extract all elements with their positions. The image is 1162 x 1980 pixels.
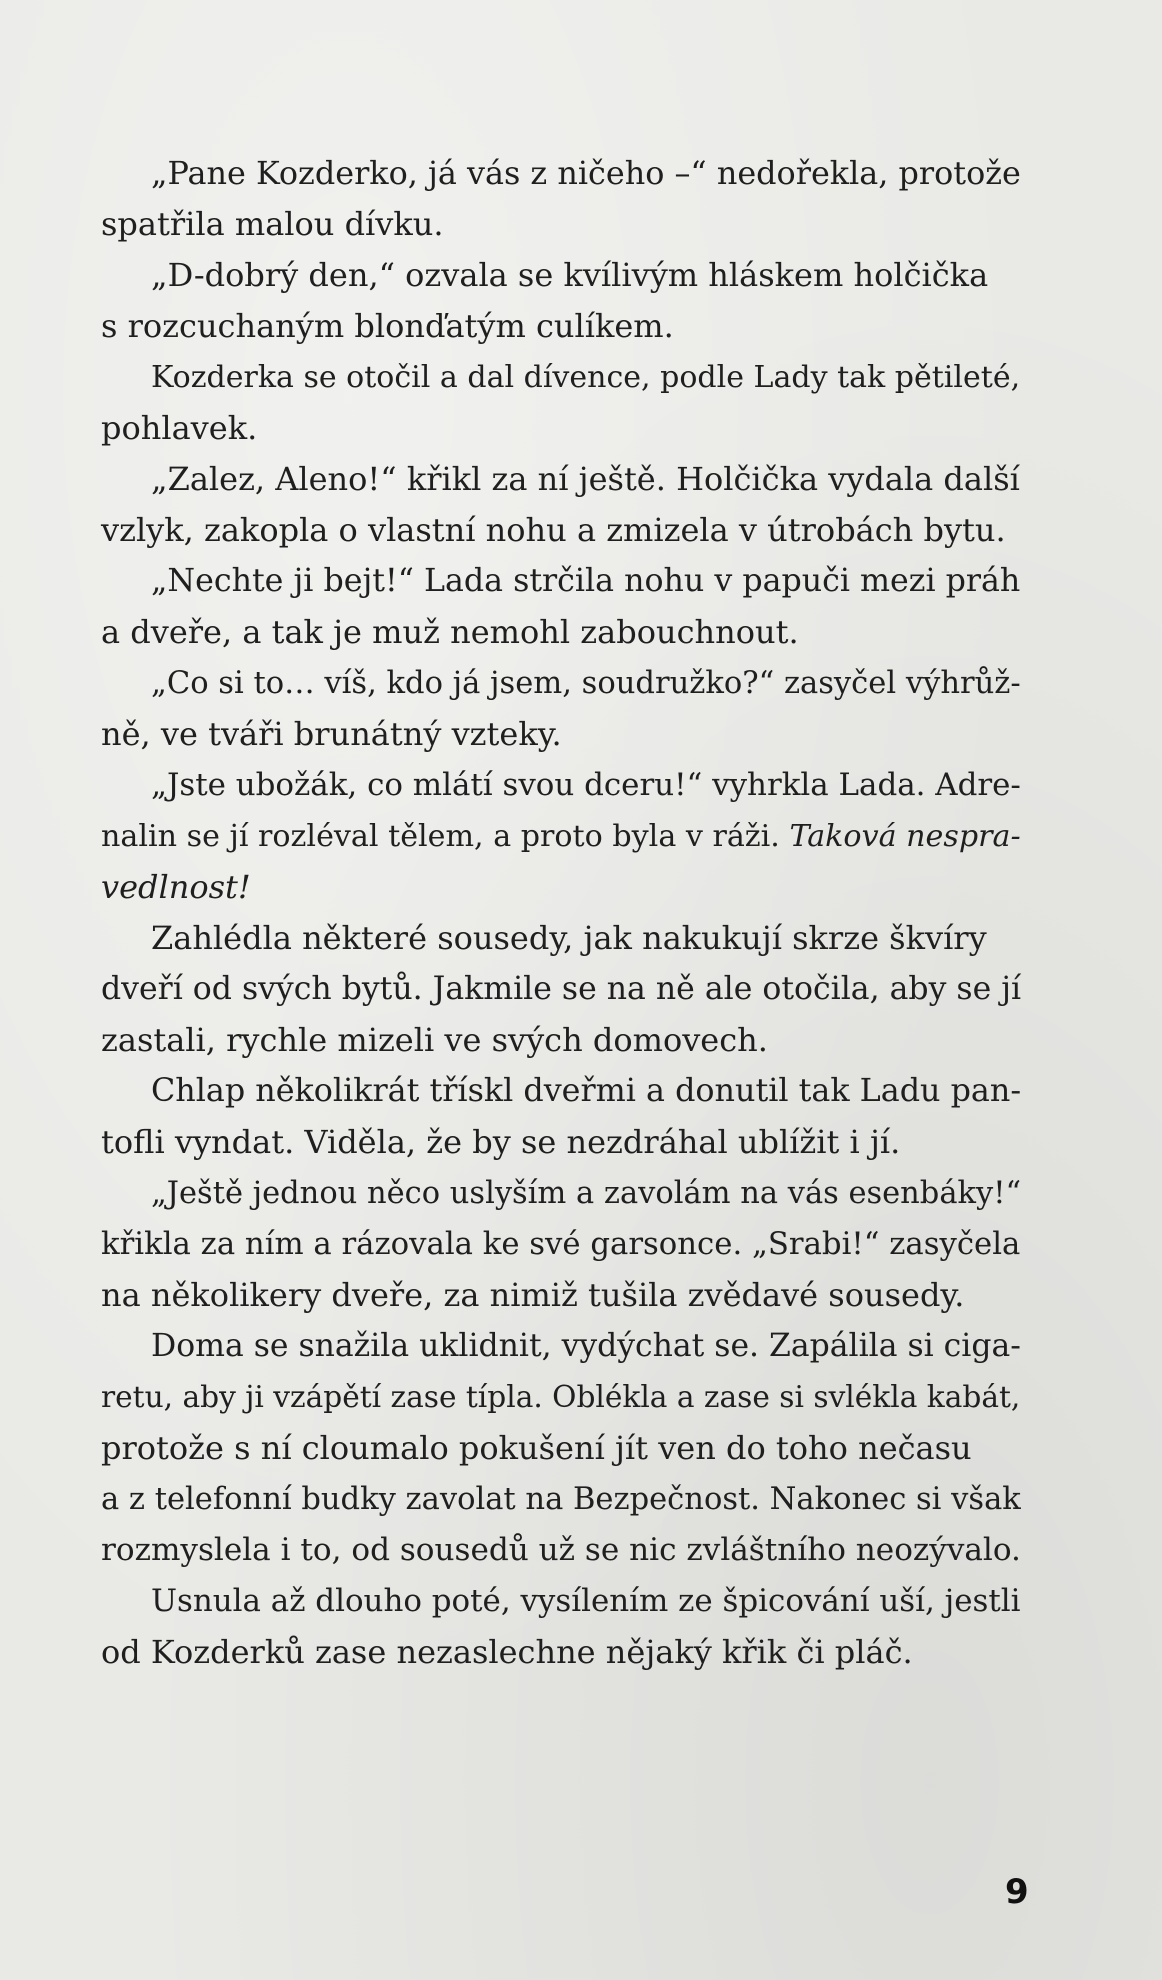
text-segment: „Nechte ji bejt!“ Lada strčila nohu v papuči mezi práh — [151, 563, 1021, 599]
text-segment: rozmyslela i to, od sousedů už se nic zvláštního neozývalo. — [101, 1532, 1021, 1568]
text-segment: protože s ní cloumalo pokušení jít ven do toho nečasu — [101, 1429, 972, 1467]
text-segment: nalin se jí rozléval tělem, a proto byla v ráži. — [101, 819, 790, 854]
text-line — [101, 1270, 1021, 1321]
text-line — [101, 199, 1021, 250]
text-line — [101, 454, 1021, 505]
text-line — [101, 1117, 1021, 1168]
text-segment: retu, aby ji vzápětí zase típla. Oblékla a zase si svlékla kabát, — [101, 1380, 1021, 1414]
text-segment: Chlap několikrát třískl dveřmi a donutil tak Ladu pan- — [151, 1073, 1022, 1109]
text-segment: „Jste ubožák, co mlátí svou dceru!“ vyhrkla Lada. Adre- — [151, 767, 1021, 803]
text-line — [101, 352, 1021, 403]
text-segment: s rozcuchaným blonďatým culíkem. — [101, 307, 674, 345]
text-line — [101, 1627, 1021, 1678]
text-line — [101, 658, 1021, 709]
text-segment: Zahlédla některé sousedy, jak nakukují skrze škvíry — [151, 919, 987, 957]
text-segment: na několikery dveře, za nimiž tušila zvědavé sousedy. — [101, 1276, 965, 1314]
text-line — [101, 709, 1021, 760]
text-line — [101, 1474, 1021, 1525]
text-line — [101, 607, 1021, 658]
text-segment: zastali, rychle mizeli ve svých domovech. — [101, 1021, 768, 1059]
text-line — [101, 1321, 1021, 1372]
text-line — [101, 301, 1021, 352]
text-line — [101, 1015, 1021, 1066]
text-segment: křikla za ním a rázovala ke své garsonce. „Srabi!“ zasyčela — [101, 1226, 1021, 1262]
text-line — [101, 1219, 1021, 1270]
text-segment: „Pane Kozderko, já vás z ničeho –“ nedořekla, protože — [151, 154, 1021, 192]
text-segment: od Kozderků zase nezaslechne nějaký křik či pláč. — [101, 1633, 913, 1671]
text-line — [101, 1576, 1021, 1627]
text-line — [101, 964, 1021, 1015]
text-segment: tofli vyndat. Viděla, že by se nezdráhal ublížit i jí. — [101, 1123, 901, 1161]
text-line — [101, 1525, 1021, 1576]
text-segment: „Co si to… víš, kdo já jsem, soudružko?“ zasyčel výhrůž- — [151, 666, 1021, 701]
text-line — [101, 1168, 1021, 1219]
text-line — [101, 862, 1021, 913]
italic-text-segment: vedlnost! — [101, 868, 251, 906]
text-line — [101, 1423, 1021, 1474]
text-segment: pohlavek. — [101, 409, 258, 447]
text-segment: a dveře, a tak je muž nemohl zabouchnout. — [101, 613, 799, 651]
text-segment: spatřila malou dívku. — [101, 205, 444, 243]
text-line — [101, 148, 1021, 199]
text-segment: Usnula až dlouho poté, vysílením ze špicování uší, jestli — [151, 1583, 1021, 1619]
text-segment: vzlyk, zakopla o vlastní nohu a zmizela v útrobách bytu. — [101, 511, 1006, 549]
text-line — [101, 403, 1021, 454]
text-line — [101, 811, 1021, 862]
text-line — [101, 760, 1021, 811]
text-segment: ně, ve tváři brunátný vzteky. — [101, 715, 562, 753]
text-segment: a z telefonní budky zavolat na Bezpečnost. Nakonec si však — [101, 1482, 1021, 1517]
text-line — [101, 250, 1021, 301]
text-line — [101, 1372, 1021, 1423]
text-segment: „Zalez, Aleno!“ křikl za ní ještě. Holčička vydala další — [151, 460, 1020, 498]
text-segment: dveří od svých bytů. Jakmile se na ně ale otočila, aby se jí — [101, 971, 1022, 1007]
text-line — [101, 1066, 1021, 1117]
italic-text-segment: Taková nespra- — [789, 819, 1021, 854]
text-segment: „Ještě jednou něco uslyším a zavolám na vás esenbáky!“ — [151, 1176, 1022, 1211]
text-segment: „D-dobrý den,“ ozvala se kvílivým hláskem holčička — [151, 256, 989, 294]
page-number: 9 — [1005, 1872, 1029, 1912]
text-line — [101, 913, 1021, 964]
text-segment: Kozderka se otočil a dal dívence, podle Lady tak pětileté, — [151, 360, 1021, 395]
text-line — [101, 556, 1021, 607]
text-segment: Doma se snažila uklidnit, vydýchat se. Zapálila si ciga- — [151, 1328, 1021, 1364]
text-line — [101, 505, 1021, 556]
body-text — [101, 148, 1021, 1678]
